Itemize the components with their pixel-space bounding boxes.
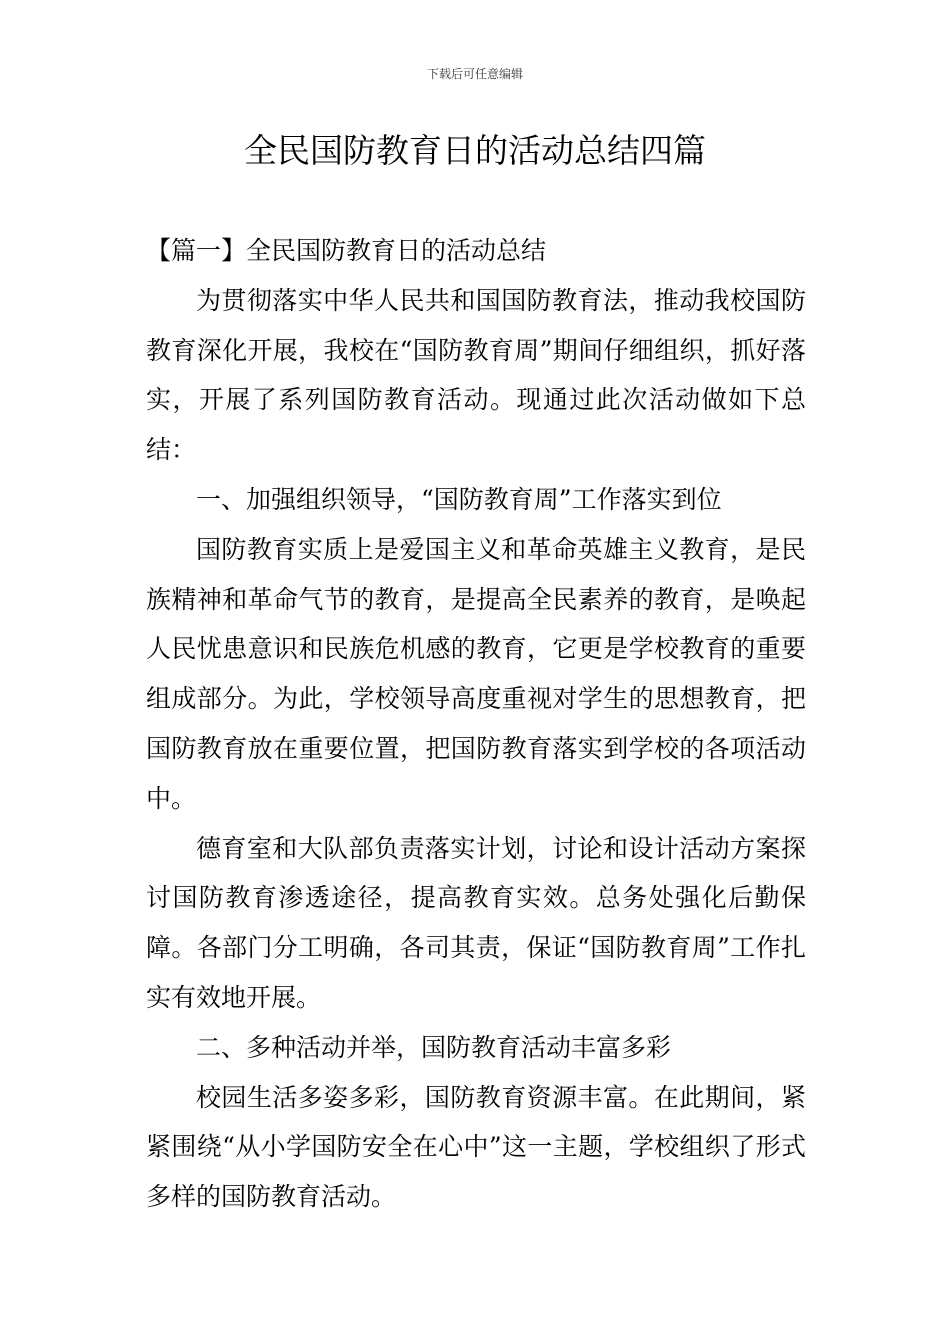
header-note: 下载后可任意编辑 bbox=[426, 67, 523, 81]
subheading: 二、多种活动并举，国防教育活动丰富多彩 bbox=[196, 1032, 672, 1062]
document-title: 全民国防教育日的活动总结四篇 bbox=[244, 131, 706, 170]
paragraph: 为贯彻落实中华人民共和国国防教育法，推动我校国防教育深化开展，我校在“国防教育周”期间仔细组织，抓好落实，开展了系列国防教育活动。现通过此次活动做如下总结： bbox=[146, 285, 806, 465]
paragraph: 德育室和大队部负责落实计划，讨论和设计活动方案探讨国防教育渗透途径，提高教育实效。总务处强化后勤保障。各部门分工明确，各司其责，保证“国防教育周”工作扎实有效地开展。 bbox=[146, 833, 806, 1012]
paragraph: 国防教育实质上是爱国主义和革命英雄主义教育，是民族精神和革命气节的教育，是提高全民素养的教育，是唤起人民忧患意识和民族危机感的教育，它更是学校教育的重要组成部分。为此，学校领导高度重视对学生的思想教育，把国防教育放在重要位置，把国防教育落实到学校的各项活动中。 bbox=[146, 534, 806, 813]
section-heading: 【篇一】全民国防教育日的活动总结 bbox=[146, 236, 547, 265]
paragraph: 校园生活多姿多彩，国防教育资源丰富。在此期间，紧紧围绕“从小学国防安全在心中”这一主题，学校组织了形式多样的国防教育活动。 bbox=[146, 1082, 806, 1212]
subheading: 一、加强组织领导，“国防教育周”工作落实到位 bbox=[196, 484, 722, 514]
document-body bbox=[146, 226, 806, 1222]
